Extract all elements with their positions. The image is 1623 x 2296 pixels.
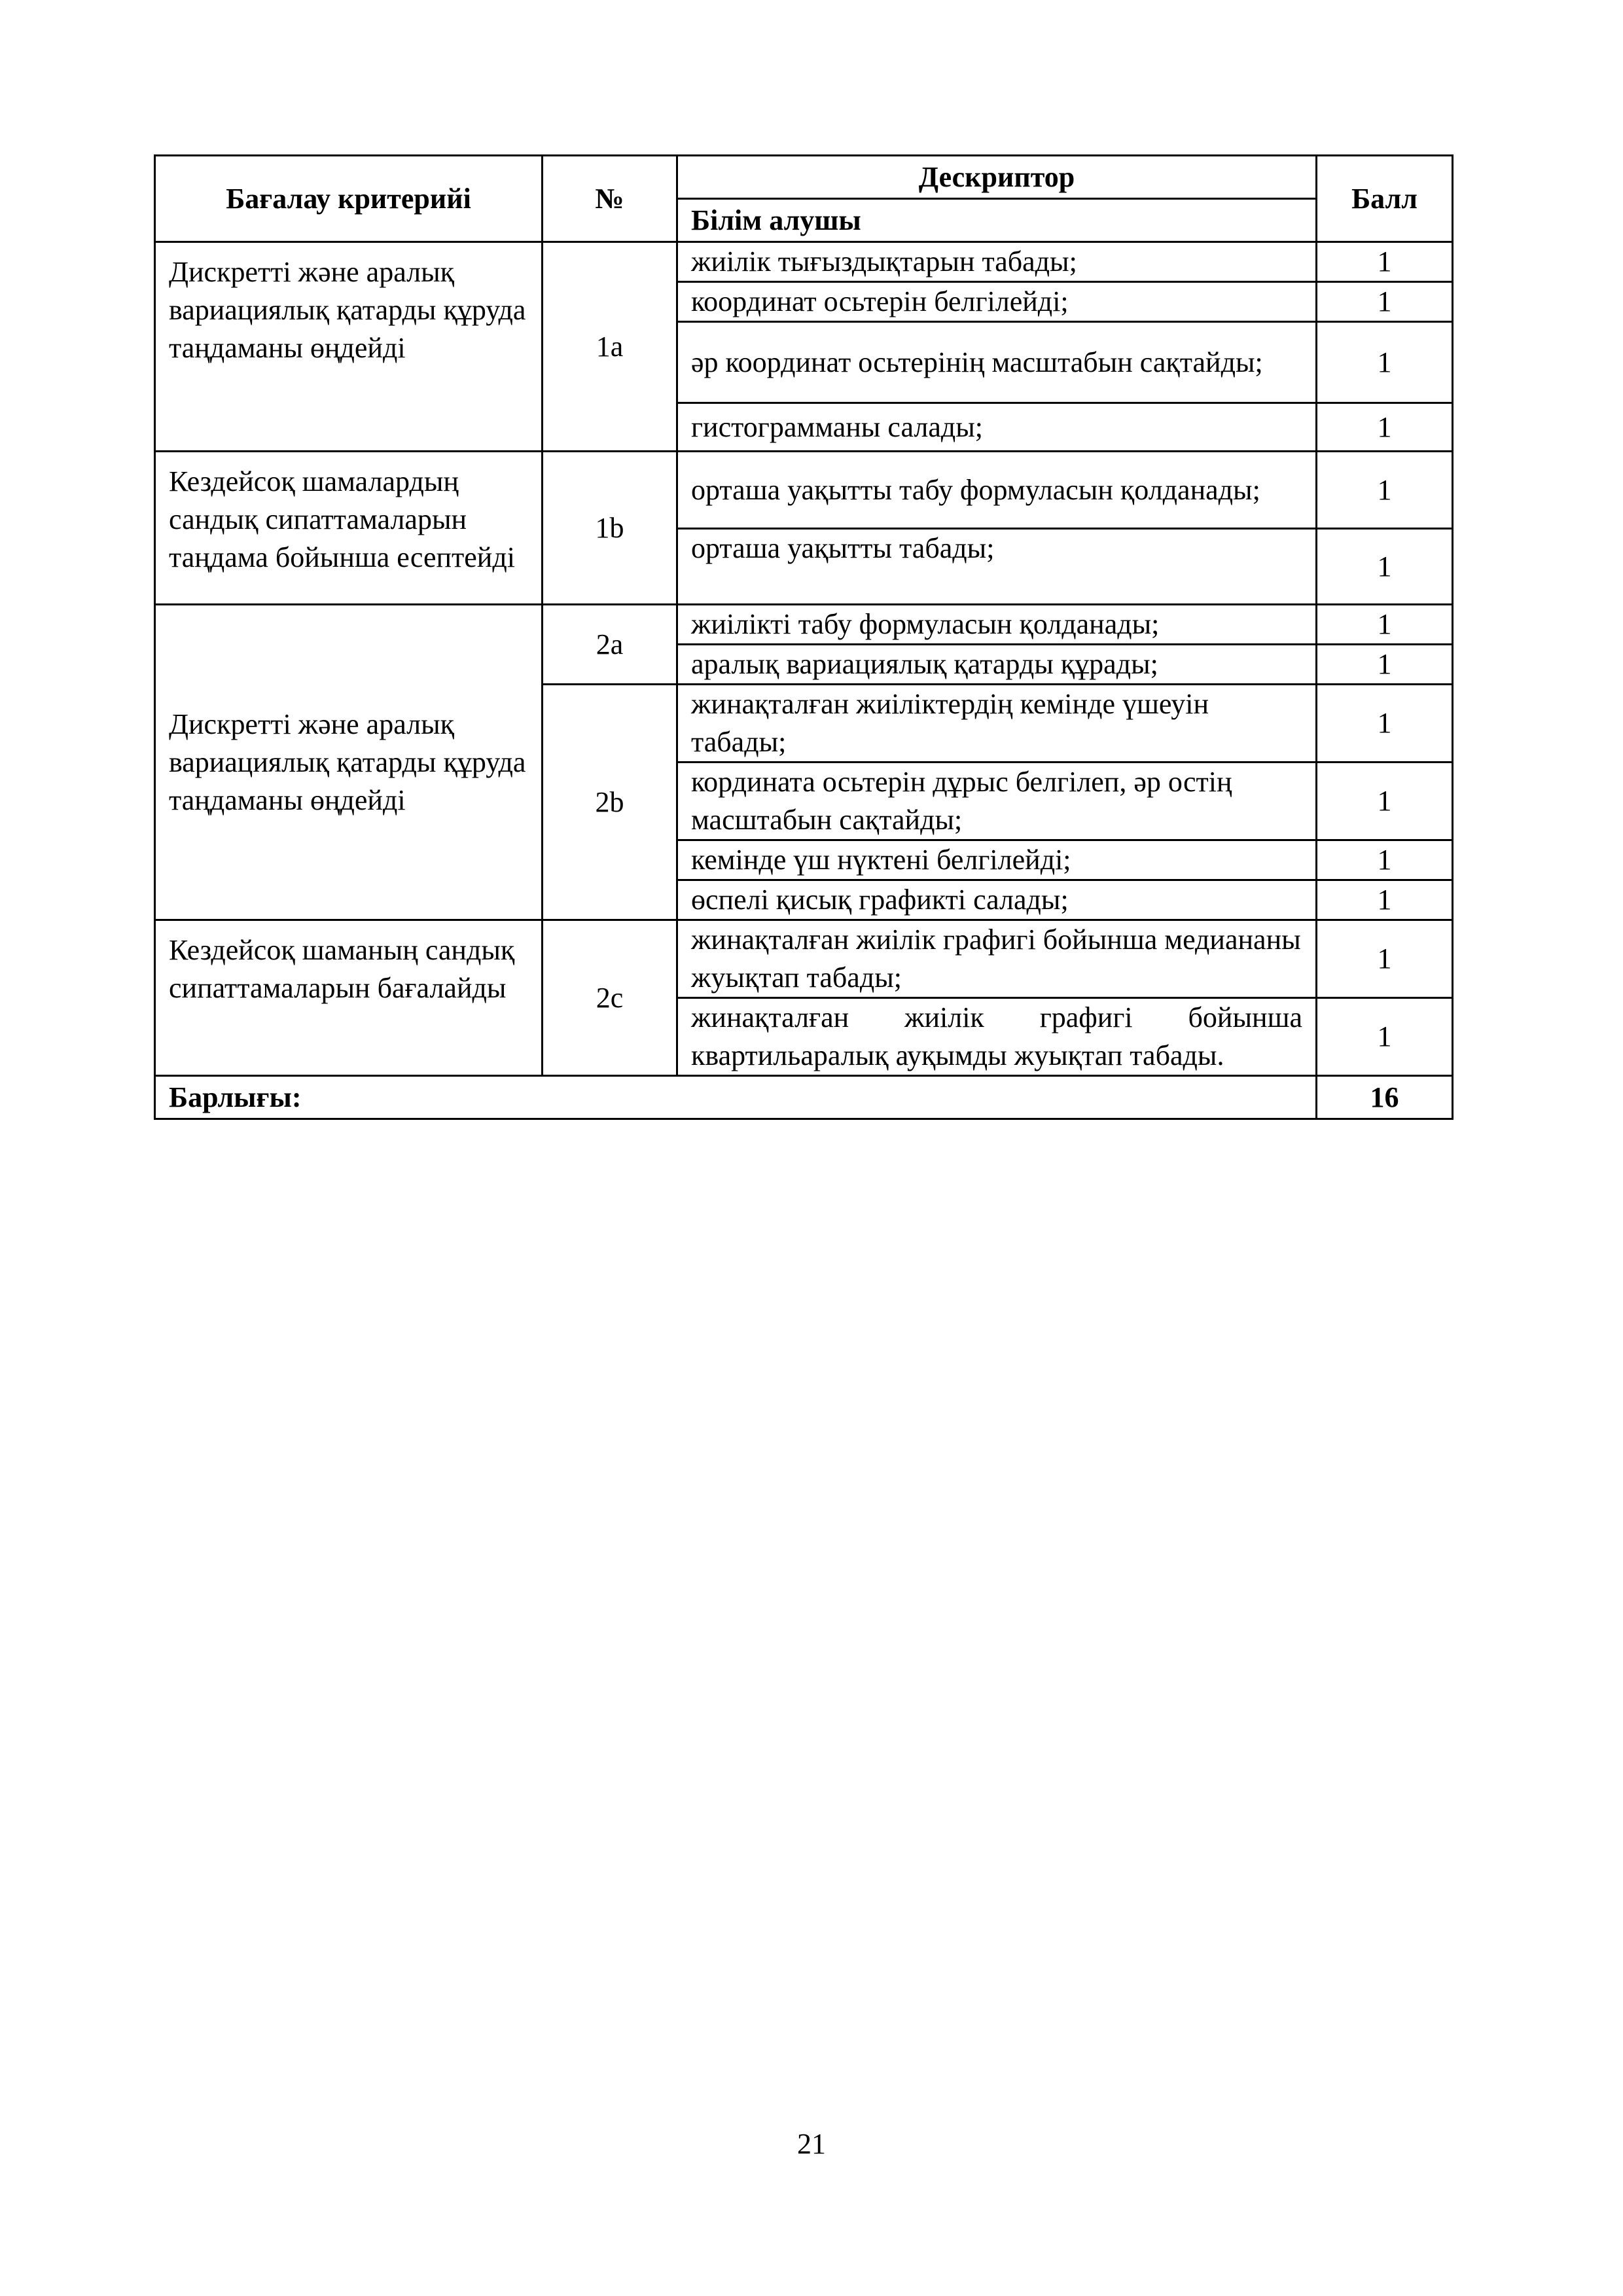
header-score: Балл (1317, 156, 1453, 242)
header-number: № (543, 156, 677, 242)
score-cell: 1 (1317, 840, 1453, 880)
score-cell: 1 (1317, 452, 1453, 529)
score-cell: 1 (1317, 920, 1453, 998)
descriptor-cell: жиілікті табу формуласын қолданады; (677, 605, 1317, 645)
header-criterion: Бағалау критерийі (155, 156, 543, 242)
score-cell: 1 (1317, 529, 1453, 605)
total-row (155, 1076, 1453, 1119)
descriptor-cell: әр координат осьтерінің масштабын сақтайды; (677, 322, 1317, 403)
header-row (155, 156, 1453, 199)
criterion-cell: Дискретті және аралық вариациялық қатарды құруда таңдаманы өңдейді (155, 605, 543, 920)
score-cell: 1 (1317, 282, 1453, 322)
score-cell: 1 (1317, 645, 1453, 685)
score-cell: 1 (1317, 403, 1453, 452)
criterion-cell: Дискретті және аралық вариациялық қатарды құруда таңдаманы өңдейді (155, 242, 543, 452)
score-cell: 1 (1317, 685, 1453, 762)
table-row (155, 605, 1453, 645)
number-cell: 1a (543, 242, 677, 452)
score-cell: 1 (1317, 322, 1453, 403)
table-row (155, 242, 1453, 282)
descriptor-cell: орташа уақытты табу формуласын қолданады; (677, 452, 1317, 529)
descriptor-cell: жинақталған жиілік графигі бойынша квартильаралық ауқымды жуықтап табады. (677, 998, 1317, 1076)
number-cell: 2c (543, 920, 677, 1076)
descriptor-cell: аралық вариациялық қатарды құрады; (677, 645, 1317, 685)
descriptor-cell: жинақталған жиілік графигі бойынша медиананы жуықтап табады; (677, 920, 1317, 998)
criterion-cell: Кездейсоқ шаманың сандық сипаттамаларын бағалайды (155, 920, 543, 1076)
descriptor-cell: гистограмманы салады; (677, 403, 1317, 452)
rubric-table (154, 154, 1454, 1120)
score-cell: 1 (1317, 605, 1453, 645)
table-row (155, 452, 1453, 529)
descriptor-cell: кордината осьтерін дұрыс белгілеп, әр остің масштабын сақтайды; (677, 762, 1317, 840)
descriptor-cell: координат осьтерін белгілейді; (677, 282, 1317, 322)
score-cell: 1 (1317, 242, 1453, 282)
total-value: 16 (1317, 1076, 1453, 1119)
total-label: Барлығы: (155, 1076, 1317, 1119)
descriptor-cell: орташа уақытты табады; (677, 529, 1317, 605)
number-cell: 2a (543, 605, 677, 685)
descriptor-cell: өспелі қисық графикті салады; (677, 880, 1317, 920)
header-learner: Білім алушы (677, 199, 1317, 242)
criterion-cell: Кездейсоқ шамалардың сандық сипаттамаларын таңдама бойынша есептейді (155, 452, 543, 605)
table-row (155, 920, 1453, 998)
score-cell: 1 (1317, 762, 1453, 840)
header-descriptor: Дескриптор (677, 156, 1317, 199)
score-cell: 1 (1317, 880, 1453, 920)
number-cell: 2b (543, 685, 677, 920)
descriptor-cell: кемінде үш нүктені белгілейді; (677, 840, 1317, 880)
page-number: 21 (797, 2128, 826, 2160)
descriptor-cell: жинақталған жиіліктердің кемінде үшеуін табады; (677, 685, 1317, 762)
descriptor-cell: жиілік тығыздықтарын табады; (677, 242, 1317, 282)
score-cell: 1 (1317, 998, 1453, 1076)
number-cell: 1b (543, 452, 677, 605)
